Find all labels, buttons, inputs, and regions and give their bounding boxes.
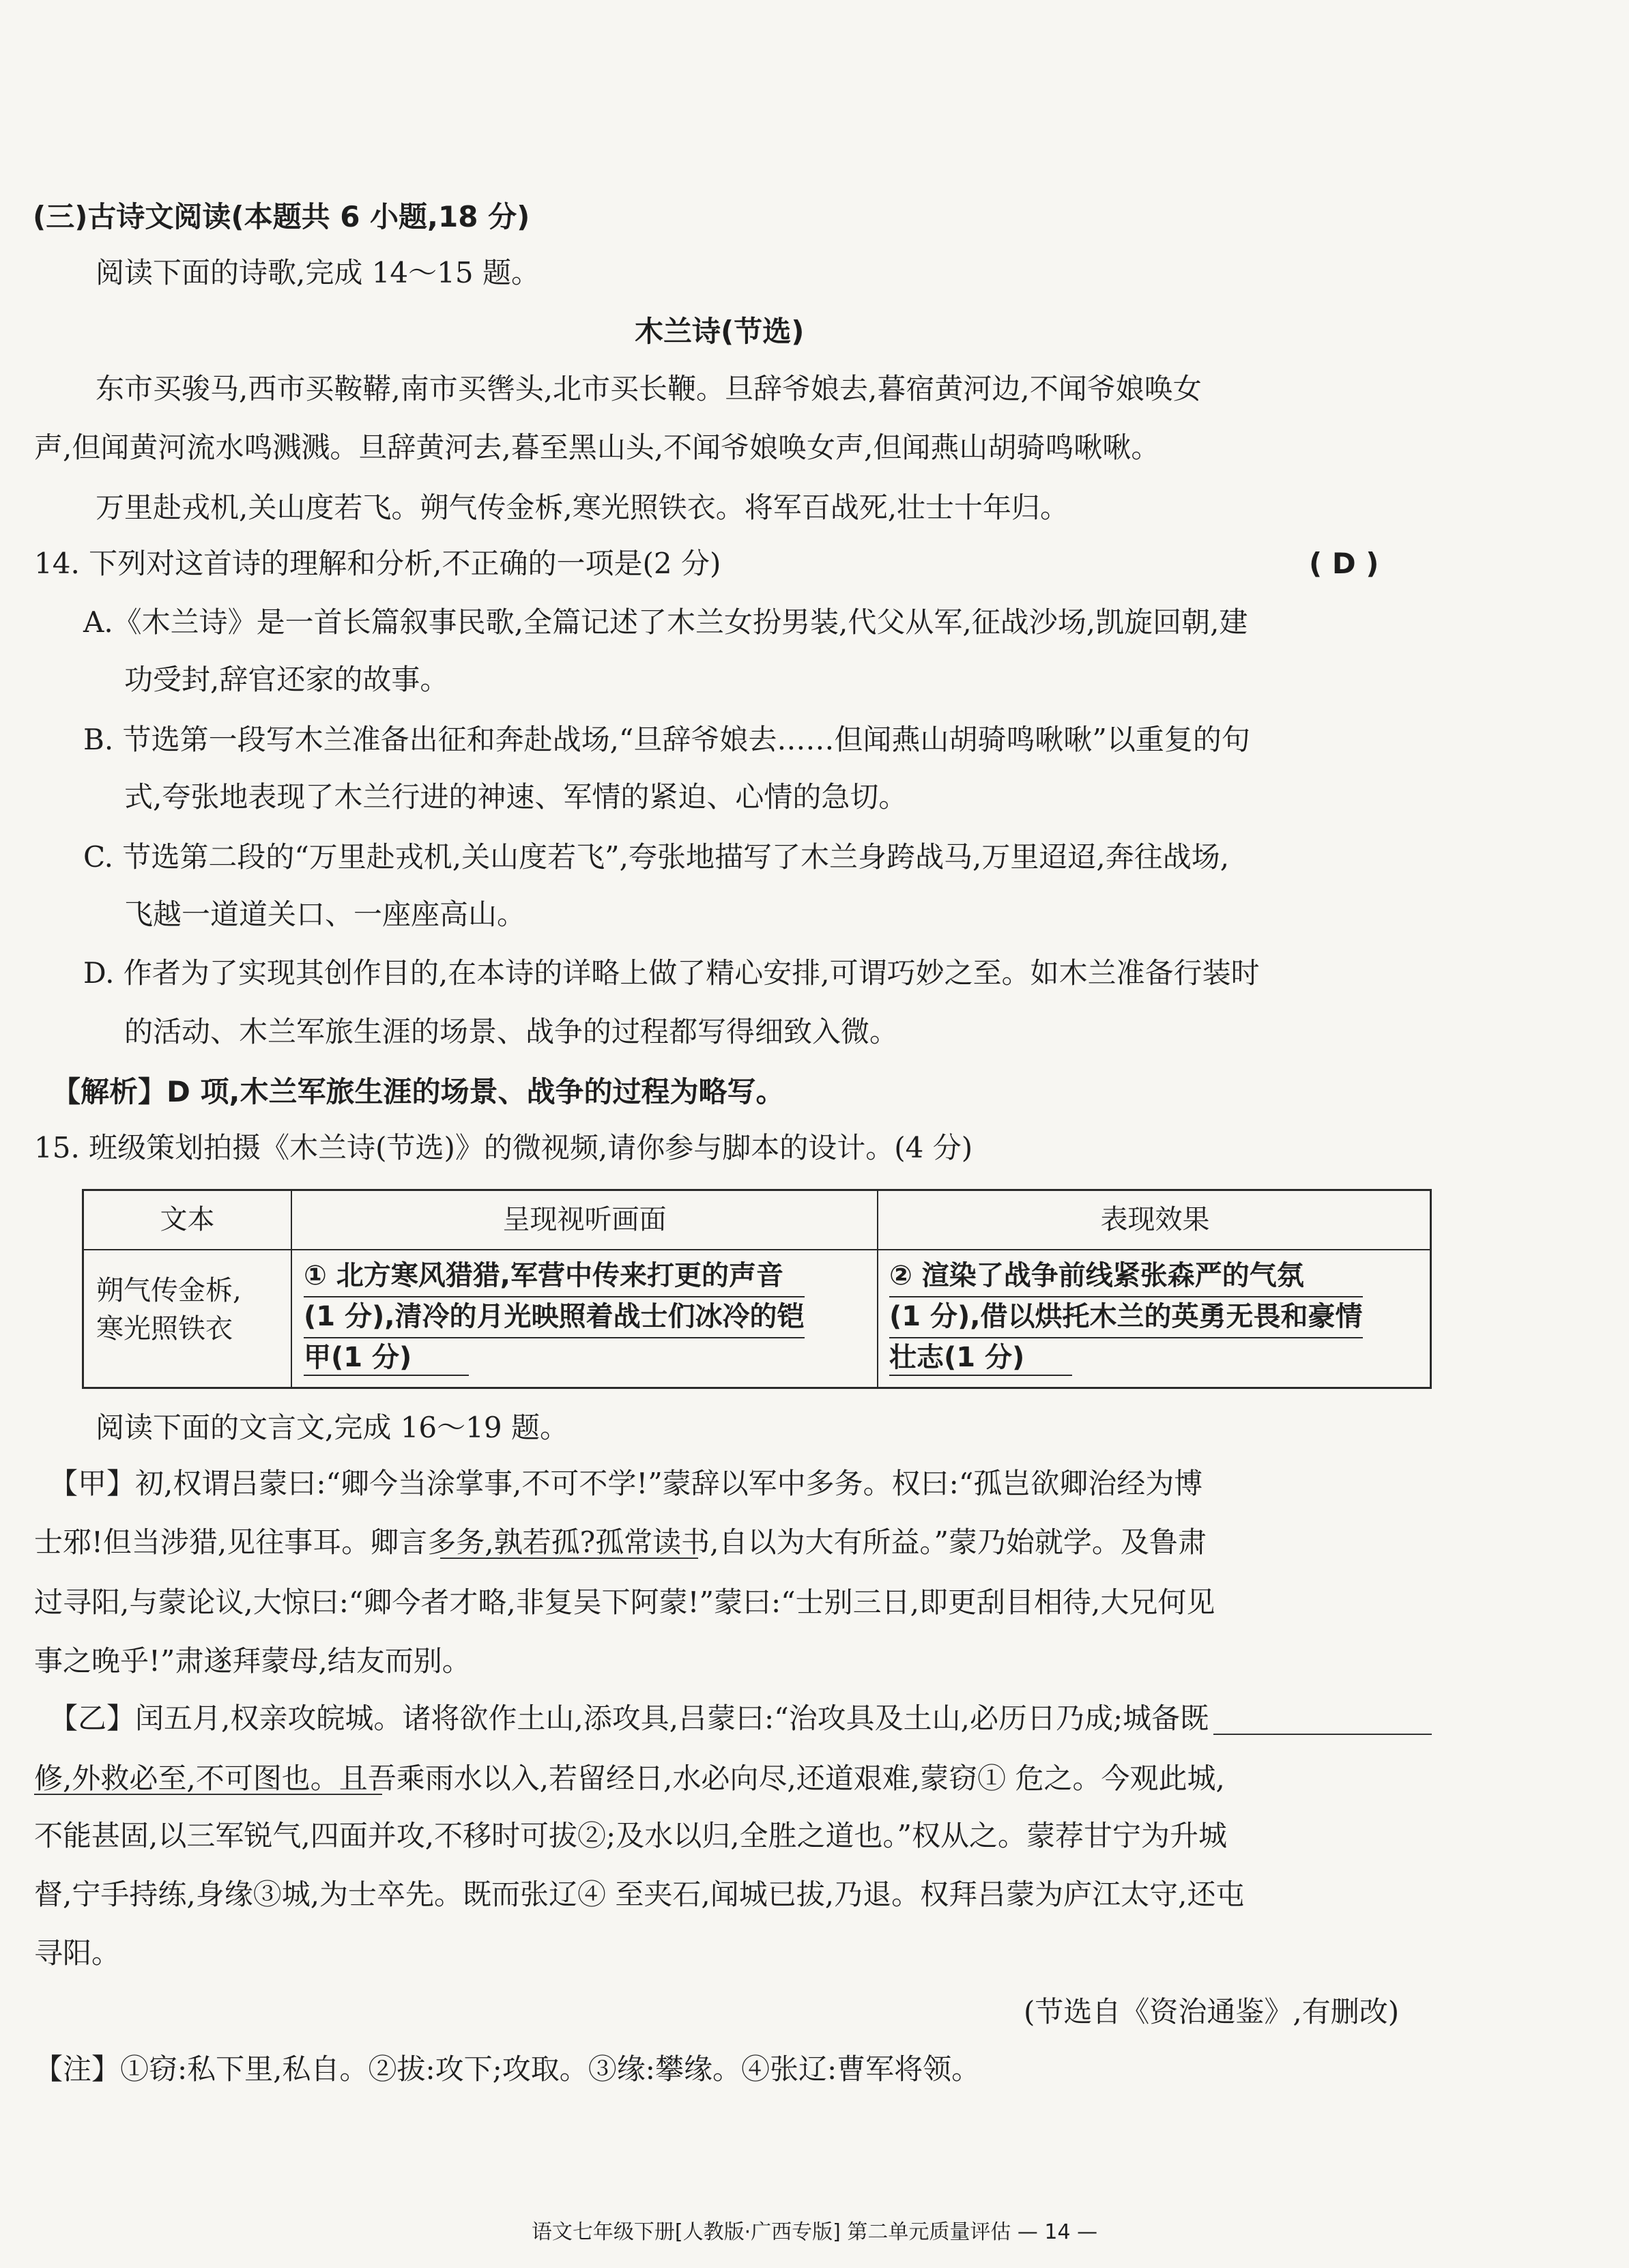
poem-title: 木兰诗(节选)	[635, 315, 805, 348]
effect-answer-line-1: ② 渲染了战争前线紧张森严的气氛	[889, 1257, 1363, 1297]
jia-line-1: 【甲】初,权谓吕蒙曰:“卿今当涂掌事,不可不学!”蒙辞以军中多务。权曰:“孤岂欲卿治经为博	[49, 1467, 1203, 1500]
annotation-notes: 【注】①窃:私下里,私自。②拔:攻下;攻取。③缘:攀缘。④张辽:曹军将领。	[34, 2052, 981, 2086]
table-header-effect: 表现效果	[1100, 1204, 1210, 1235]
q14-option-d-1: D. 作者为了实现其创作目的,在本诗的详略上做了精心安排,可谓巧妙之至。如木兰准备行装时	[83, 956, 1260, 990]
table-header-visual: 呈现视听画面	[502, 1204, 667, 1235]
q14-stem: 14. 下列对这首诗的理解和分析,不正确的一项是(2 分)	[34, 547, 721, 580]
q15-stem: 15. 班级策划拍摄《木兰诗(节选)》的微视频,请你参与脚本的设计。(4 分)	[34, 1131, 973, 1164]
jia-line-4: 事之晚乎!”肃遂拜蒙母,结友而别。	[34, 1644, 471, 1678]
yi-line-4: 督,宁手持练,身缘③城,为士卒先。既而张辽④ 至夹石,闻城已拔,乃退。权拜吕蒙为庐江太守,还屯	[34, 1878, 1245, 1911]
yi-line-3: 不能甚固,以三军锐气,四面并攻,不移时可拔②;及水以归,全胜之道也。”权从之。蒙荐甘宁为升城	[34, 1819, 1228, 1852]
q14-option-b-2: 式,夸张地表现了木兰行进的神速、军情的紧迫、心情的急切。	[124, 780, 908, 814]
page-footer: 语文七年级下册[人教版·广西专版] 第二单元质量评估 — 14 —	[531, 2220, 1098, 2244]
intro-poem: 阅读下面的诗歌,完成 14～15 题。	[96, 256, 540, 289]
q14-option-c-1: C. 节选第二段的“万里赴戎机,关山度若飞”,夸张地描写了木兰身跨战马,万里迢迢,奔往战场,	[83, 840, 1230, 874]
visual-answer-line-1: ① 北方寒风猎猎,军营中传来打更的声音	[304, 1257, 805, 1297]
effect-answer-line-2: (1 分),借以烘托木兰的英勇无畏和豪情	[889, 1297, 1363, 1338]
section-title: (三)古诗文阅读(本题共 6 小题,18 分)	[33, 200, 530, 233]
q14-option-d-2: 的活动、木兰军旅生涯的场景、战争的过程都写得细致入微。	[124, 1015, 899, 1048]
yi-line-1: 【乙】闰五月,权亲攻皖城。诸将欲作土山,添攻具,吕蒙曰:“治攻具及土山,必历日乃成;城备既	[49, 1702, 1209, 1735]
table-cell-visual	[304, 1257, 805, 1377]
table-cell-text	[96, 1272, 242, 1348]
yi-line-2: 修,外救必至,不可图也。且吾乘雨水以入,若留经日,水必向尽,还道艰难,蒙窃① 危之。今观此城,	[34, 1762, 1225, 1795]
poem-line-2: 声,但闻黄河流水鸣溅溅。旦辞黄河去,暮至黑山头,不闻爷娘唤女声,但闻燕山胡骑鸣啾啾。	[34, 431, 1160, 464]
q14-analysis: 【解析】D 项,木兰军旅生涯的场景、战争的过程为略写。	[52, 1075, 785, 1108]
underlined-phrase-yi-2	[34, 1794, 382, 1795]
underlined-phrase	[440, 1558, 698, 1559]
underlined-phrase-yi	[1213, 1734, 1432, 1735]
q14-option-a-1: A.《木兰诗》是一首长篇叙事民歌,全篇记述了木兰女扮男装,代父从军,征战沙场,凯旋回朝,建	[83, 605, 1248, 639]
effect-answer-line-3: 壮志(1 分)	[889, 1338, 1363, 1377]
source-citation: (节选自《资治通鉴》,有删改)	[1024, 1995, 1400, 2028]
table-cell-text-line-1: 朔气传金柝,	[96, 1275, 242, 1306]
intro-classical: 阅读下面的文言文,完成 16～19 题。	[96, 1411, 568, 1444]
visual-answer-line-2: (1 分),清冷的月光映照着战士们冰冷的铠	[304, 1297, 805, 1338]
poem-line-3: 万里赴戎机,关山度若飞。朔气传金柝,寒光照铁衣。将军百战死,壮士十年归。	[96, 491, 1069, 524]
poem-line-1: 东市买骏马,西市买鞍鞯,南市买辔头,北市买长鞭。旦辞爷娘去,暮宿黄河边,不闻爷娘唤女	[96, 372, 1202, 405]
yi-line-5: 寻阳。	[34, 1936, 121, 1970]
visual-answer-line-3: 甲(1 分)	[304, 1338, 805, 1377]
table-cell-effect	[889, 1257, 1363, 1377]
q14-answer: ( D )	[1309, 547, 1379, 580]
table-header-text: 文本	[160, 1204, 215, 1235]
q14-option-b-1: B. 节选第一段写木兰准备出征和奔赴战场,“旦辞爷娘去……但闻燕山胡骑鸣啾啾”以重复的句	[83, 723, 1250, 756]
q14-option-a-2: 功受封,辞官还家的故事。	[124, 663, 449, 696]
script-table	[82, 1189, 1432, 1389]
q14-option-c-2: 飞越一道道关口、一座座高山。	[124, 898, 526, 931]
jia-line-3: 过寻阳,与蒙论议,大惊曰:“卿今者才略,非复吴下阿蒙!”蒙曰:“士别三日,即更刮目相待,大兄何见	[34, 1585, 1215, 1619]
jia-line-2: 士邪!但当涉猎,见往事耳。卿言多务,孰若孤?孤常读书,自以为大有所益。”蒙乃始就学。及鲁肃	[34, 1525, 1207, 1559]
table-cell-text-line-2: 寒光照铁衣	[96, 1313, 233, 1345]
